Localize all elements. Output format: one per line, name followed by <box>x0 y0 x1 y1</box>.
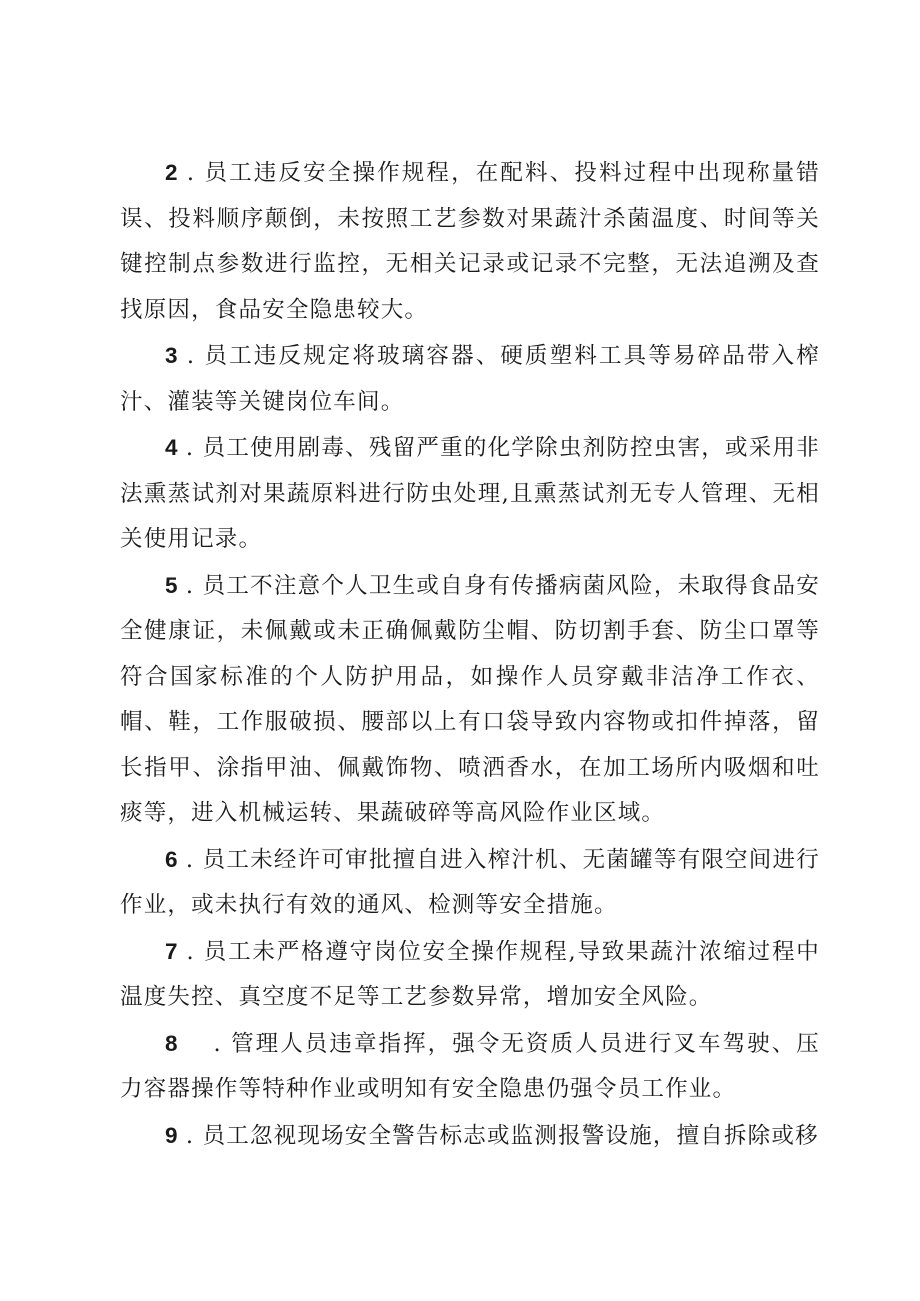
document-page <box>120 150 820 1159</box>
item-number: 5 <box>165 572 178 598</box>
item-number: 8 <box>165 1030 178 1056</box>
item-text: . 员工未严格遵守岗位安全操作规程,导致果蔬汁浓缩过程中温度失控、真空度不足等工艺参数异常，增加安全风险。 <box>120 938 820 1010</box>
list-item-7 <box>120 929 820 1021</box>
item-text: . 员工未经许可审批擅自进入榨汁机、无菌罐等有限空间进行作业，或未执行有效的通风、检测等安全措施。 <box>120 846 820 918</box>
list-item-9 <box>120 1113 820 1160</box>
list-item-5 <box>120 563 820 837</box>
item-number: 7 <box>165 938 178 964</box>
item-number: 9 <box>165 1122 178 1148</box>
item-text: . 管理人员违章指挥，强令无资质人员进行叉车驾驶、压力容器操作等特种作业或明知有安全隐患仍强令员工作业。 <box>120 1030 820 1102</box>
list-item-3 <box>120 333 820 425</box>
item-number: 2 <box>165 160 178 185</box>
item-text: . 员工违反安全操作规程，在配料、投料过程中出现称量错误、投料顺序颠倒，未按照工艺参数对果蔬汁杀菌温度、时间等关键控制点参数进行监控，无相关记录或记录不完整，无法追溯及查找原因，食品安全隐患较大。 <box>120 160 820 323</box>
item-number: 6 <box>165 846 178 872</box>
list-item-6 <box>120 837 820 929</box>
item-number: 3 <box>165 343 178 368</box>
item-number: 4 <box>165 435 178 460</box>
list-item-4 <box>120 425 820 563</box>
list-item-8 <box>120 1021 820 1113</box>
list-item-2 <box>120 150 820 333</box>
item-text: . 员工忽视现场安全警告标志或监测报警设施，擅自拆除或移 <box>177 1122 819 1149</box>
item-text: . 员工不注意个人卫生或自身有传播病菌风险，未取得食品安全健康证，未佩戴或未正确佩戴防尘帽、防切割手套、防尘口罩等符合国家标准的个人防护用品，如操作人员穿戴非洁净工作衣、帽、鞋，工作服破损、腰部以上有口袋导致内容物或扣件掉落，留长指甲、涂指甲油、佩戴饰物、喷洒香水，在加工场所内吸烟和吐痰等，进入机械运转、果蔬破碎等高风险作业区域。 <box>120 572 820 826</box>
item-text: . 员工使用剧毒、残留严重的化学除虫剂防控虫害，或采用非法熏蒸试剂对果蔬原料进行防虫处理,且熏蒸试剂无专人管理、无相关使用记录。 <box>120 435 820 552</box>
item-text: . 员工违反规定将玻璃容器、硬质塑料工具等易碎品带入榨汁、灌装等关键岗位车间。 <box>120 343 820 415</box>
